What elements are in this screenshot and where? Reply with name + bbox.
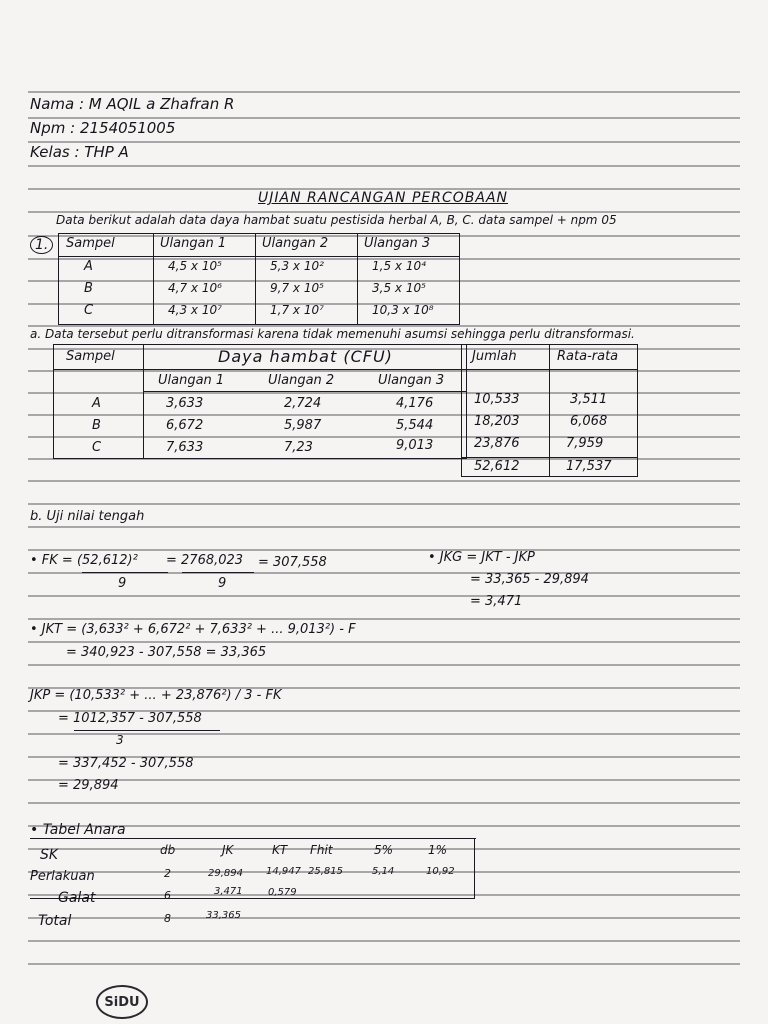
row-a-rata: 3,511 <box>570 392 608 407</box>
anova-row-galat: Galat <box>58 890 96 906</box>
anova-header-db: db <box>160 843 176 857</box>
anova-cell: 8 <box>164 912 171 925</box>
q1-cell: 4,5 x 10⁵ <box>168 259 222 273</box>
header-jumlah: Jumlah <box>472 349 517 364</box>
fraction-line <box>82 572 168 573</box>
anova-table <box>30 838 475 899</box>
row-c-sample: C <box>92 440 102 455</box>
q1-cell: 9,7 x 10⁵ <box>270 281 324 295</box>
jkt-result: = 340,923 - 307,558 = 33,365 <box>66 645 267 660</box>
fraction-line <box>74 730 220 731</box>
q1-cell: 10,3 x 10⁸ <box>372 303 434 317</box>
anova-label: • Tabel Anara <box>30 822 126 838</box>
q1-header-ulangan-3: Ulangan 3 <box>364 236 431 251</box>
q1-cell: 4,3 x 10⁷ <box>168 303 222 317</box>
anova-cell: 14,947 <box>266 866 301 877</box>
table-divider <box>153 233 154 325</box>
table-divider <box>461 369 638 370</box>
row-b-jumlah: 18,203 <box>474 414 520 429</box>
table-divider <box>53 369 467 370</box>
q1-header-ulangan-1: Ulangan 1 <box>160 236 227 251</box>
row-b-u1: 6,672 <box>166 418 204 433</box>
row-a-u2: 2,724 <box>284 396 322 411</box>
fk-result: = 307,558 <box>258 555 327 570</box>
part-a-text: a. Data tersebut perlu ditransformasi karena tidak memenuhi asumsi sehingga perlu ditransformasi. <box>30 327 635 341</box>
table-divider <box>357 233 358 325</box>
row-c-jumlah: 23,876 <box>474 436 520 451</box>
table-divider <box>143 391 467 392</box>
anova-header-5: 5% <box>374 843 394 857</box>
jkp-step: = 1012,357 - 307,558 <box>58 711 202 726</box>
row-a-u3: 4,176 <box>396 396 434 411</box>
exam-title: UJIAN RANCANGAN PERCOBAAN <box>258 190 508 206</box>
anova-row-perlakuan: Perlakuan <box>30 869 95 884</box>
jkg-result: = 3,471 <box>470 594 523 609</box>
question-number: 1. <box>30 236 53 254</box>
row-b-sample: B <box>92 418 101 433</box>
anova-cell: 3,471 <box>214 886 243 897</box>
q1-cell: 3,5 x 10⁵ <box>372 281 426 295</box>
q1-cell: C <box>84 303 94 318</box>
row-a-sample: A <box>92 396 101 411</box>
fk-denominator: 9 <box>118 576 127 591</box>
jkp-step-2: = 337,452 - 307,558 <box>58 756 194 771</box>
fk-numerator: = 2768,023 <box>166 553 244 568</box>
q1-cell: A <box>84 259 93 274</box>
part-b-label: b. Uji nilai tengah <box>30 509 145 524</box>
table-divider <box>461 457 638 458</box>
row-b-rata: 6,068 <box>570 414 608 429</box>
fk-formula: • FK = (52,612)² <box>30 553 138 568</box>
sidu-logo <box>96 985 148 1019</box>
anova-header-1: 1% <box>428 843 448 857</box>
anova-cell: 29,894 <box>208 868 243 879</box>
q1-cell: 1,7 x 10⁷ <box>270 303 324 317</box>
student-name: Nama : M AQIL a Zhafran R <box>30 95 235 113</box>
header-ulangan-2: Ulangan 2 <box>268 373 335 388</box>
header-rata-rata: Rata-rata <box>557 349 619 364</box>
anova-cell: 5,14 <box>372 866 395 877</box>
anova-cell: 33,365 <box>206 910 241 921</box>
header-ulangan-1: Ulangan 1 <box>158 373 225 388</box>
q1-cell: B <box>84 281 93 296</box>
intro-text: Data berikut adalah data daya hambat suatu pestisida herbal A, B, C. data sampel + npm 05 <box>56 213 617 227</box>
jkg-step: = 33,365 - 29,894 <box>470 572 589 587</box>
jkt-formula: • JKT = (3,633² + 6,672² + 7,633² + ... 9,013²) - F <box>30 622 356 637</box>
header-sampel: Sampel <box>66 349 115 364</box>
anova-cell: 10,92 <box>426 866 455 877</box>
total-jumlah: 52,612 <box>474 459 520 474</box>
anova-row-total: Total <box>38 913 72 929</box>
row-c-rata: 7,959 <box>566 436 604 451</box>
student-npm: Npm : 2154051005 <box>30 119 176 137</box>
jkp-denominator: 3 <box>116 733 124 747</box>
row-c-u3: 9,013 <box>396 438 434 453</box>
anova-cell: 25,815 <box>308 866 343 877</box>
anova-header-sk: SK <box>40 847 59 863</box>
table-divider <box>30 838 476 839</box>
jkp-result: = 29,894 <box>58 778 119 793</box>
fraction-line <box>182 572 254 573</box>
anova-header-jk: JK <box>222 843 234 857</box>
fk-denominator-2: 9 <box>218 576 227 591</box>
q1-header-sampel: Sampel <box>66 236 115 251</box>
anova-header-kt: KT <box>272 843 288 857</box>
table-divider <box>255 233 256 325</box>
anova-cell: 2 <box>164 867 171 880</box>
row-b-u3: 5,544 <box>396 418 434 433</box>
q1-cell: 4,7 x 10⁶ <box>168 281 222 295</box>
anova-cell: 0,579 <box>268 887 297 898</box>
row-b-u2: 5,987 <box>284 418 322 433</box>
student-class: Kelas : THP A <box>30 143 129 161</box>
row-c-u1: 7,633 <box>166 440 204 455</box>
anova-header-fhit: Fhit <box>310 843 333 857</box>
header-ulangan-3: Ulangan 3 <box>378 373 445 388</box>
total-rata: 17,537 <box>566 459 612 474</box>
row-c-u2: 7,23 <box>284 440 313 455</box>
anova-cell: 6 <box>164 889 171 902</box>
sidu-logo-text: SiDU <box>104 994 140 1010</box>
header-daya-hambat: Daya hambat (CFU) <box>218 347 393 366</box>
q1-cell: 5,3 x 10² <box>270 259 324 273</box>
jkg-formula: • JKG = JKT - JKP <box>428 550 535 565</box>
table-divider <box>143 344 144 459</box>
row-a-jumlah: 10,533 <box>474 392 520 407</box>
q1-header-ulangan-2: Ulangan 2 <box>262 236 329 251</box>
jkp-formula: JKP = (10,533² + ... + 23,876²) / 3 - FK <box>30 688 282 703</box>
row-a-u1: 3,633 <box>166 396 204 411</box>
table-divider <box>58 256 460 257</box>
q1-cell: 1,5 x 10⁴ <box>372 259 426 273</box>
